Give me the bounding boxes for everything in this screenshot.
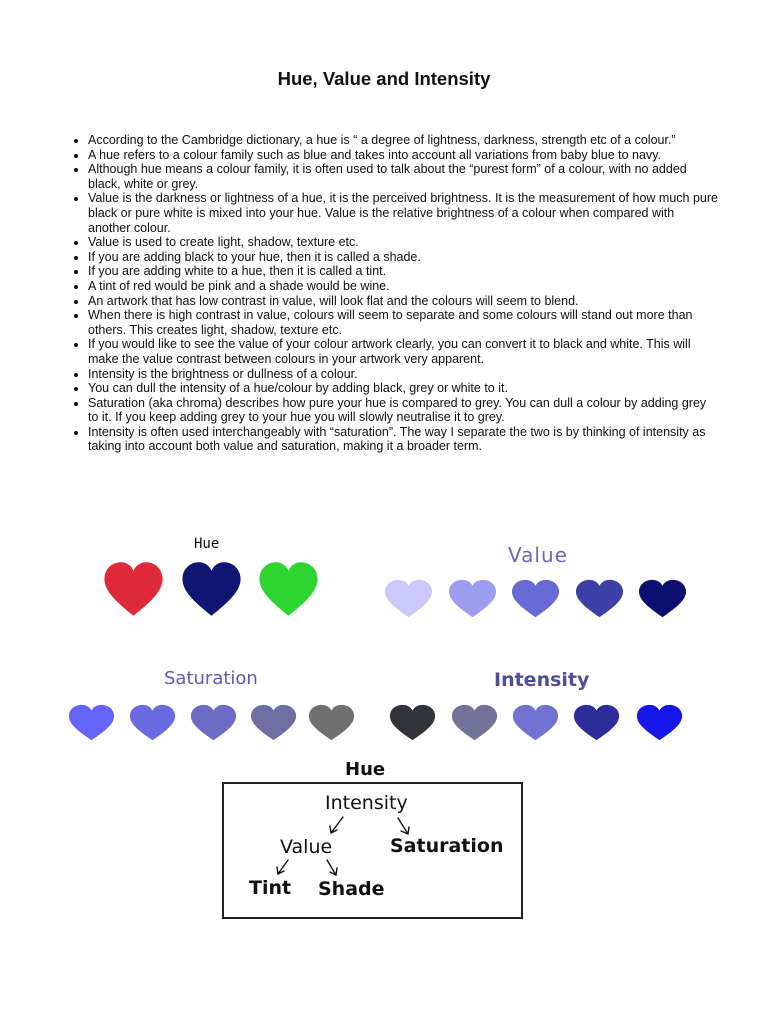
list-item: • If you are adding black to your hue, then it is called a shade. — [88, 250, 718, 265]
list-item: • A hue refers to a colour family such as blue and takes into account all variations from baby blue to navy. — [88, 148, 718, 163]
list-item: • Intensity is the brightness or dullness of a colour. — [88, 367, 718, 382]
list-item: • Intensity is often used interchangeably with “saturation”. The way I separate the two is by thinking of intensity as taking into account both value and saturation, making it a broader term. — [88, 425, 718, 454]
hue-group-label: Hue — [194, 536, 220, 552]
list-item: • An artwork that has low contrast in value, will look flat and the colours will seem to blend. — [88, 294, 718, 309]
list-item: • You can dull the intensity of a hue/colour by adding black, grey or white to it. — [88, 381, 718, 396]
list-item: • Although hue means a colour family, it is often used to talk about the “purest form” of a colour, with no added black, white or grey. — [88, 162, 718, 191]
list-item: • If you would like to see the value of your colour artwork clearly, you can convert it to black and white. This will make the value contrast between colours in your artwork very apparent. — [88, 337, 718, 366]
list-item: • When there is high contrast in value, colours will seem to separate and some colours will stand out more than others. This creates light, shadow, texture etc. — [88, 308, 718, 337]
diagram-node-value: Value — [280, 836, 333, 858]
diagram-node-tint: Tint — [249, 877, 292, 899]
diagram-node-shade: Shade — [318, 878, 385, 900]
saturation-group-label: Saturation — [164, 668, 258, 689]
list-item: • If you are adding white to a hue, then it is called a tint. — [88, 264, 718, 279]
diagram-title: Hue — [345, 759, 386, 780]
list-item: • According to the Cambridge dictionary, a hue is “ a degree of lightness, darkness, strength etc of a colour.” — [88, 133, 718, 148]
intensity-group-label: Intensity — [494, 669, 590, 691]
diagram-node-intensity: Intensity — [325, 792, 408, 814]
value-group-label: Value — [508, 543, 568, 567]
list-item: • Value is used to create light, shadow, texture etc. — [88, 235, 718, 250]
diagram-node-saturation: Saturation — [390, 835, 504, 857]
list-item: • Saturation (aka chroma) describes how pure your hue is compared to grey. You can dull a colour by adding grey to it. If you keep adding grey to your hue you will slowly neutralise it to grey. — [88, 396, 718, 425]
page-title: Hue, Value and Intensity — [277, 68, 491, 89]
list-item: • A tint of red would be pink and a shade would be wine. — [88, 279, 718, 294]
list-item: • Value is the darkness or lightness of a hue, it is the perceived brightness. It is the measurement of how much pure black or pure white is mixed into your hue. Value is the relative brightness of a colour when compared with another colour. — [88, 191, 718, 235]
